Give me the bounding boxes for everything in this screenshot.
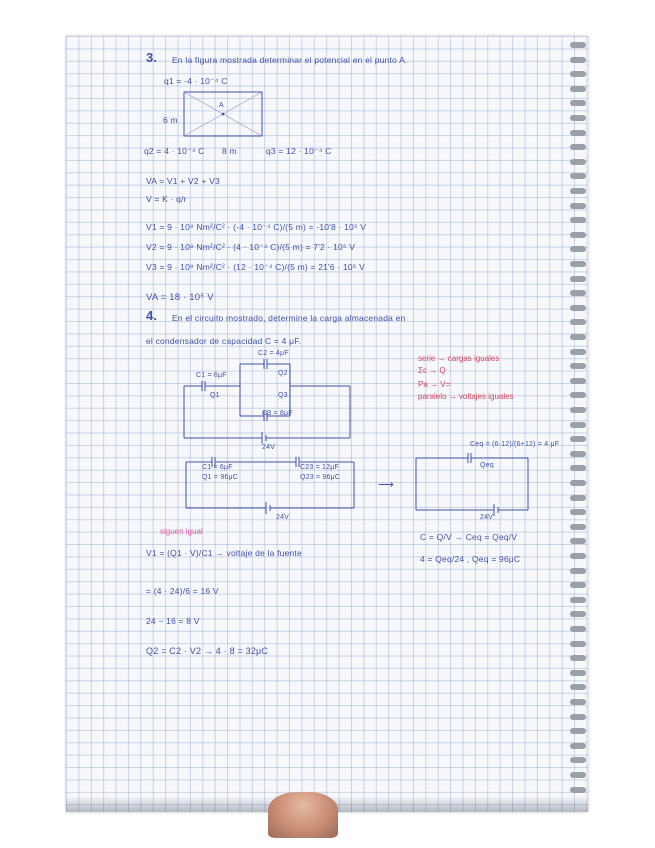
- potential-formula: V = K · q/r: [146, 194, 187, 204]
- spiral-ring: [570, 553, 586, 559]
- spiral-ring: [570, 71, 586, 77]
- spiral-ring: [570, 276, 586, 282]
- spiral-ring: [570, 436, 586, 442]
- spiral-ring: [570, 407, 586, 413]
- spiral-ring: [570, 509, 586, 515]
- final-answer: Q2 = C2 · V2 → 4 · 8 = 32μC: [146, 646, 269, 656]
- spiral-ring: [570, 349, 586, 355]
- spiral-ring: [570, 714, 586, 720]
- point-a-label: A: [219, 102, 224, 109]
- spiral-ring: [570, 757, 586, 763]
- c1-label: C1 = 6μF: [196, 372, 227, 379]
- spiral-ring: [570, 115, 586, 121]
- spiral-ring: [570, 772, 586, 778]
- charge-q2-label: q2 = 4 · 10⁻⁴ C: [144, 146, 205, 156]
- spiral-ring: [570, 728, 586, 734]
- spiral-ring: [570, 261, 586, 267]
- problem-4-number: 4.: [146, 308, 158, 323]
- spiral-ring: [570, 378, 586, 384]
- equivalence-arrow: ⟶: [378, 479, 394, 491]
- circuit-diagram-equivalent: [412, 448, 532, 520]
- spiral-ring: [570, 159, 586, 165]
- spiral-ring: [570, 334, 586, 340]
- c23-label: C23 = 12μF: [300, 464, 339, 471]
- potential-result: VA = 18 · 10⁵ V: [146, 292, 214, 303]
- v1-calculation: = (4 · 24)/6 = 16 V: [146, 586, 219, 596]
- spiral-ring: [570, 626, 586, 632]
- spiral-ring: [570, 451, 586, 457]
- potential-sum-eq: VA = V1 + V2 + V3: [146, 176, 220, 186]
- spiral-ring: [570, 57, 586, 63]
- spiral-ring: [570, 144, 586, 150]
- spiral-ring: [570, 538, 586, 544]
- spiral-ring: [570, 787, 586, 793]
- spiral-ring: [570, 597, 586, 603]
- problem-3-number: 3.: [146, 50, 158, 65]
- spiral-ring: [570, 495, 586, 501]
- voltage-label-3: 24V: [480, 514, 494, 521]
- spiral-ring: [570, 319, 586, 325]
- spiral-ring: [570, 582, 586, 588]
- q3-label: Q3: [278, 392, 288, 399]
- spiral-ring: [570, 363, 586, 369]
- spiral-ring: [570, 641, 586, 647]
- v1-derivation: V1 = (Q1 · V)/C1 → voltaje de la fuente: [146, 548, 302, 558]
- spiral-ring: [570, 743, 586, 749]
- c2-label: C2 = 4μF: [258, 350, 289, 357]
- spiral-ring: [570, 130, 586, 136]
- note-siguen-igual: siguen igual: [160, 527, 203, 536]
- v1-equation: V1 = 9 · 10⁹ Nm²/C² · (-4 · 10⁻⁴ C)/(5 m) = -10'8 · 10⁵ V: [146, 222, 367, 232]
- spiral-ring: [570, 568, 586, 574]
- problem-4-statement-line2: el condensador de capacidad C = 4 μF.: [146, 336, 302, 346]
- v2-equation: V2 = 9 · 10⁹ Nm²/C² · (4 · 10⁻⁴ C)/(5 m) = 7'2 · 10⁵ V: [146, 242, 356, 252]
- circuit-diagram-1: [180, 350, 360, 450]
- thumb: [268, 792, 338, 838]
- spiral-ring: [570, 655, 586, 661]
- spiral-binding: [570, 42, 588, 812]
- ceq-equation: Ceq = (6·12)/(6+12) = 4 μF: [470, 441, 560, 448]
- spiral-ring: [570, 188, 586, 194]
- spiral-ring: [570, 203, 586, 209]
- q1-value-label: Q1 = 96μC: [202, 474, 238, 481]
- spiral-ring: [570, 699, 586, 705]
- spiral-ring: [570, 670, 586, 676]
- problem-3-statement: En la figura mostrada determinar el potencial en el punto A.: [172, 55, 408, 65]
- spiral-ring: [570, 480, 586, 486]
- spiral-ring: [570, 684, 586, 690]
- spiral-ring: [570, 100, 586, 106]
- voltage-label-1: 24V: [262, 444, 276, 451]
- note-serie-b: Σc → Q: [418, 366, 446, 375]
- spiral-ring: [570, 42, 586, 48]
- spiral-ring: [570, 422, 586, 428]
- charge-q1-label: q1 = -4 · 10⁻⁴ C: [164, 76, 228, 86]
- spiral-ring: [570, 524, 586, 530]
- spiral-ring: [570, 392, 586, 398]
- qeq-label: Qeq: [480, 462, 494, 469]
- spiral-ring: [570, 305, 586, 311]
- voltage-label-2: 24V: [276, 514, 290, 521]
- q2-label: Q2: [278, 370, 288, 377]
- voltage-difference: 24 − 16 = 8 V: [146, 616, 200, 626]
- spiral-ring: [570, 232, 586, 238]
- spiral-ring: [570, 465, 586, 471]
- charge-q3-label: q3 = 12 · 10⁻⁴ C: [266, 146, 332, 156]
- side-6m-label: 6 m: [163, 115, 178, 125]
- v3-equation: V3 = 9 · 10⁹ Nm²/C² · (12 · 10⁻⁴ C)/(5 m) = 21'6 · 10⁵ V: [146, 262, 365, 272]
- circuit-diagram-2: [180, 452, 360, 522]
- c3-label: C3 = 8μF: [262, 410, 293, 417]
- q1-label: Q1: [210, 392, 220, 399]
- note-paralelo-a: Pa → V=: [418, 380, 451, 389]
- spiral-ring: [570, 217, 586, 223]
- note-serie-a: serie → cargas iguales: [418, 354, 500, 363]
- spiral-ring: [570, 611, 586, 617]
- c1-value-label: C1 = 6μF: [202, 464, 233, 471]
- capacitance-definition: C = Q/V → Ceq = Qeq/V: [420, 532, 518, 542]
- note-paralelo-b: paralelo → voltajes iguales: [418, 392, 514, 401]
- problem-4-statement-line1: En el circuito mostrado, determine la carga almacenada en: [172, 313, 406, 323]
- spiral-ring: [570, 173, 586, 179]
- q23-label: Q23 = 96μC: [300, 474, 341, 481]
- spiral-ring: [570, 246, 586, 252]
- spiral-ring: [570, 290, 586, 296]
- spiral-ring: [570, 86, 586, 92]
- qeq-calculation: 4 = Qeq/24 , Qeq = 96μC: [420, 554, 521, 564]
- side-8m-label: 8 m: [222, 146, 237, 156]
